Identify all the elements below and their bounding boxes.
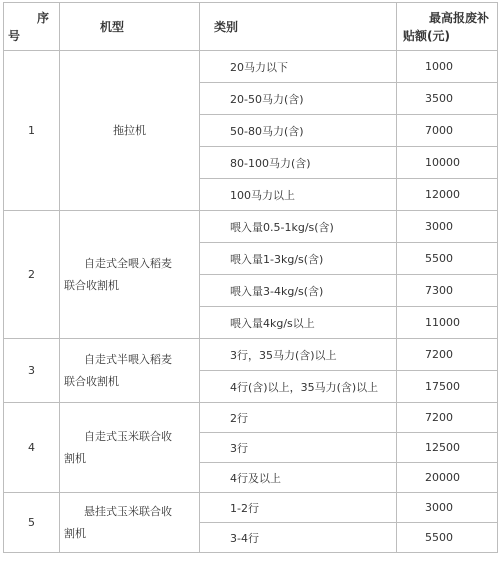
header-subsidy-line2: 贴额(元): [403, 28, 450, 43]
header-model: 机型: [60, 3, 200, 51]
category-cell: 80-100马力(含): [200, 147, 397, 179]
amount-cell: 11000: [397, 307, 498, 339]
model-cell: [60, 339, 200, 403]
model-line1: 自走式玉米联合收: [84, 429, 172, 443]
category-cell: 3-4行: [200, 523, 397, 553]
category-cell: 喂入量1-3kg/s(含): [200, 243, 397, 275]
category-cell: 喂入量3-4kg/s(含): [200, 275, 397, 307]
amount-cell: 12500: [397, 433, 498, 463]
model-line2: 割机: [64, 451, 86, 465]
table-row: [4, 51, 498, 83]
category-cell: 2行: [200, 403, 397, 433]
category-cell: 3行，35马力(含)以上: [200, 339, 397, 371]
amount-cell: 5500: [397, 523, 498, 553]
amount-cell: 3000: [397, 493, 498, 523]
header-seq: [4, 3, 60, 51]
header-subsidy-line1: 最高报废补: [428, 10, 489, 25]
amount-cell: 20000: [397, 463, 498, 493]
category-cell: 4行(含)以上，35马力(含)以上: [200, 371, 397, 403]
model-cell: [60, 211, 200, 339]
model-line2: 割机: [64, 526, 86, 540]
seq-cell: 3: [4, 339, 60, 403]
amount-cell: 5500: [397, 243, 498, 275]
amount-cell: 7000: [397, 115, 498, 147]
amount-cell: 1000: [397, 51, 498, 83]
model-cell: [60, 51, 200, 211]
header-category: 类别: [200, 3, 397, 51]
amount-cell: 12000: [397, 179, 498, 211]
table-row: [4, 493, 498, 523]
subsidy-table: [3, 2, 498, 553]
header-seq-line1: 序: [36, 10, 49, 25]
amount-cell: 7200: [397, 339, 498, 371]
category-cell: 20马力以下: [200, 51, 397, 83]
category-cell: 喂入量0.5-1kg/s(含): [200, 211, 397, 243]
model-cell: [60, 493, 200, 553]
amount-cell: 3500: [397, 83, 498, 115]
model-line1: 悬挂式玉米联合收: [84, 504, 172, 518]
amount-cell: 7200: [397, 403, 498, 433]
table-row: [4, 339, 498, 371]
model-line2: 联合收割机: [64, 278, 119, 292]
seq-cell: 1: [4, 51, 60, 211]
category-cell: 20-50马力(含): [200, 83, 397, 115]
header-seq-line2: 号: [8, 28, 21, 43]
seq-cell: 4: [4, 403, 60, 493]
seq-cell: 2: [4, 211, 60, 339]
model-line1: 自走式全喂入稻麦: [84, 256, 172, 270]
model-line1: 拖拉机: [113, 123, 146, 137]
model-line2: 联合收割机: [64, 374, 119, 388]
category-cell: 3行: [200, 433, 397, 463]
amount-cell: 17500: [397, 371, 498, 403]
table-header-row: [4, 3, 498, 51]
category-cell: 50-80马力(含): [200, 115, 397, 147]
category-cell: 4行及以上: [200, 463, 397, 493]
header-subsidy: [397, 3, 498, 51]
seq-cell: 5: [4, 493, 60, 553]
amount-cell: 3000: [397, 211, 498, 243]
model-cell: [60, 403, 200, 493]
model-line1: 自走式半喂入稻麦: [84, 352, 172, 366]
category-cell: 100马力以上: [200, 179, 397, 211]
category-cell: 1-2行: [200, 493, 397, 523]
table-row: [4, 211, 498, 243]
amount-cell: 10000: [397, 147, 498, 179]
amount-cell: 7300: [397, 275, 498, 307]
category-cell: 喂入量4kg/s以上: [200, 307, 397, 339]
table-row: [4, 403, 498, 433]
